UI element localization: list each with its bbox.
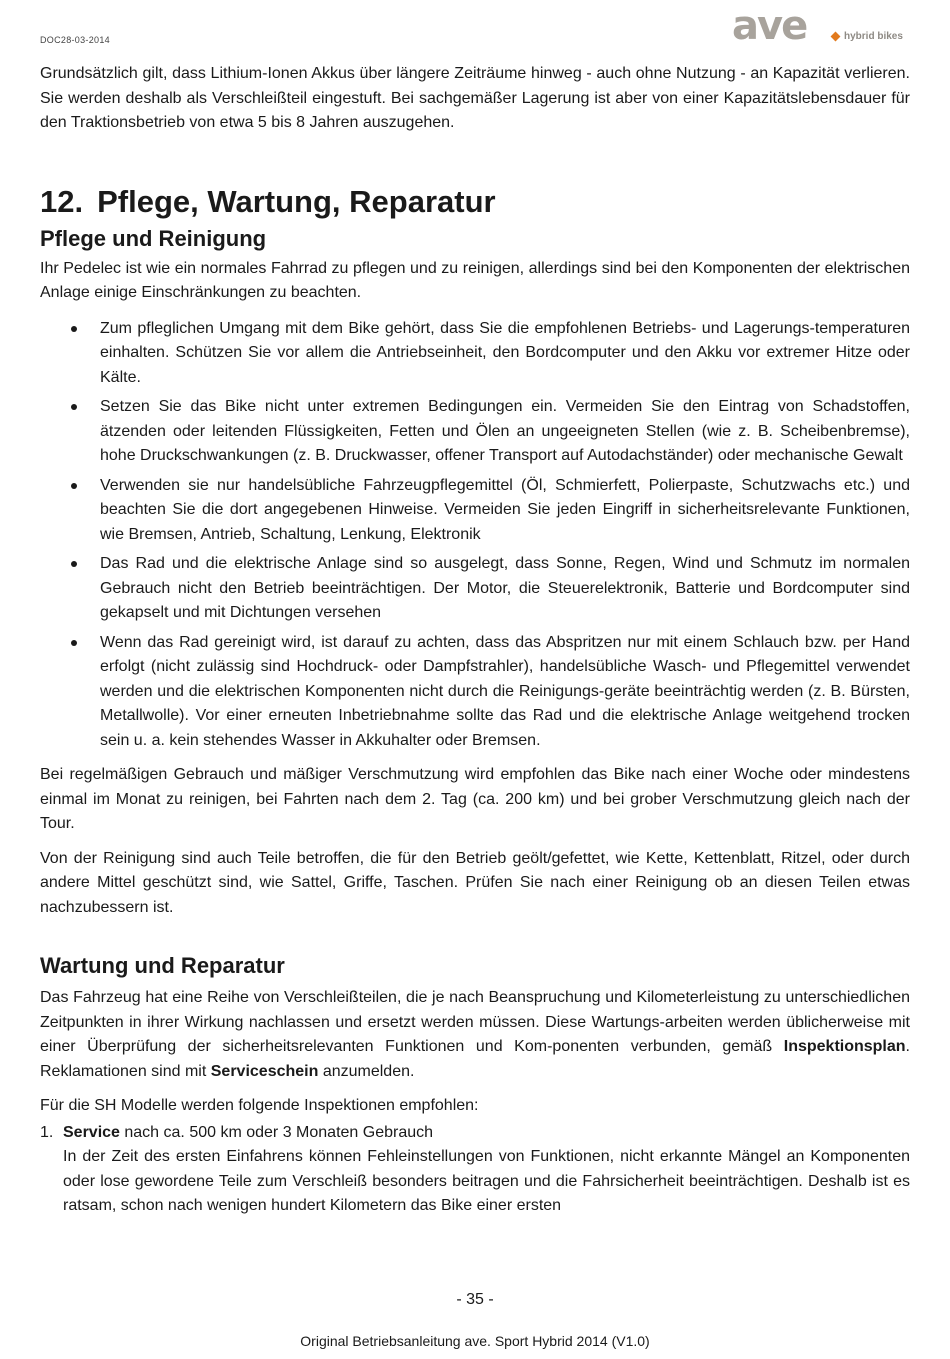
bullet-icon — [71, 404, 77, 410]
service-list-item — [40, 1121, 910, 1219]
service-index: 1. — [40, 1123, 54, 1141]
care-intro-paragraph: Ihr Pedelec ist wie ein normales Fahrrad zu pflegen und zu reinigen, allerdings sind bei den Komponenten der elektrischen Anlage einige Einschränkungen zu beachten. — [40, 259, 910, 301]
maintenance-paragraph: Das Fahrzeug hat eine Reihe von Verschleißteilen, die je nach Beanspruchung und Kilometerleistung zu unterschiedlichen Zeitpunkten in ihrer Wirkung nachlassen und ersetzt werden müssen. Diese Wartungs-arbeiten werden üblicherweise mit einer Überprüfung der sicherheitsrelevanten Funktionen und Kom-ponenten verbunden, gemäß Inspektionsplan. Reklamationen sind mit Serviceschein anzumelden. — [40, 989, 910, 1080]
service-title: Service nach ca. 500 km oder 3 Monaten Gebrauch — [63, 1123, 434, 1141]
list-item: Setzen Sie das Bike nicht unter extremen Bedingungen ein. Vermeiden Sie den Eintrag von Schadstoffen, ätzenden oder leitenden Flüssigkeiten, Fetten und Ölen an ungeeigneten Stellen (wie z. B. Scheibenbremse), hohe Druckschwankungen (z. B. Druckwasser, offener Transport auf Autodachständer) oder mechanische Gewalt — [40, 395, 910, 469]
brand-logo — [732, 3, 912, 49]
list-item: Verwenden sie nur handelsübliche Fahrzeugpflegemittel (Öl, Schmierfett, Polierpaste, Schutzwachs etc.) und beachten Sie die dort angegebenen Hinweise. Vermeiden Sie jeden Eingriff in sicherheitsrelevante Funktionen, wie Bremsen, Antrieb, Schaltung, Lenkung, Elektronik — [40, 474, 910, 548]
logo-accent-dot — [831, 32, 841, 42]
sh-models-intro: Für die SH Modelle werden folgende Inspektionen empfohlen: — [40, 1097, 479, 1114]
inspection-plan-term: Inspektionsplan — [783, 1038, 906, 1055]
bullet-icon — [71, 326, 77, 332]
list-item: Zum pfleglichen Umgang mit dem Bike gehört, dass Sie die empfohlenen Betriebs- und Lagerungs-temperaturen einhalten. Schützen Sie vor allem die Antriebseinheit, den Bordcomputer und den Akku vor extremer Hitze oder Kälte. — [40, 317, 910, 391]
bullet-icon — [71, 483, 77, 489]
battery-intro-paragraph: Grundsätzlich gilt, dass Lithium-Ionen Akkus über längere Zeiträume hinweg - auch ohne Nutzung - an Kapazität verlieren. Sie werden deshalb als Verschleißteil eingestuft. Bei sachgemäßer Lagerung ist aber von einer Kapazitätslebensdauer für den Traktionsbetrieb von etwa 5 bis 8 Jahren auszugehen. — [40, 65, 910, 131]
service-description: In der Zeit des ersten Einfahrens können Fehleinstellungen von Funktionen, nicht erkannte Mängel an Komponenten oder lose gewordene Teile zum Verschleiß besonders beitragen und die Fahrsicherheit beeinträchtigen. Deshalb ist es ratsam, schon nach wenigen hundert Kilometern das Bike einer ersten — [63, 1148, 910, 1214]
list-item: Wenn das Rad gereinigt wird, ist darauf zu achten, dass das Abspritzen nur mit einem Schlauch bzw. per Hand erfolgt (nicht zulässig sind Hochdruck- oder Dampfstrahler), handelsübliche Wasch- und Pflegemittel verwendet werden und die elektrischen Komponenten nicht durch die Reinigungs-geräte beeinträchtig werden (z. B. Bürsten, Metallwolle). Vor einer erneuten Inbetriebnahme sollte das Rad und die elektrische Anlage weitgehend trocken sein u. a. kein stehendes Wasser in Akkuhalter oder Bremsen. — [40, 631, 910, 754]
page-footer: Original Betriebsanleitung ave. Sport Hybrid 2014 (V1.0) — [300, 1333, 650, 1349]
document-id: DOC28-03-2014 — [40, 35, 110, 45]
logo-subtitle: hybrid bikes — [844, 31, 903, 42]
care-heading: Pflege und Reinigung — [40, 225, 267, 251]
section-heading — [40, 184, 910, 220]
section-title: Pflege, Wartung, Reparatur — [97, 183, 496, 219]
care-bullet-list — [40, 317, 910, 754]
page-content — [40, 62, 910, 1219]
list-item: Das Rad und die elektrische Anlage sind so ausgelegt, dass Sonne, Regen, Wind und Schmutz im normalen Gebrauch nicht den Betrieb beeinträchtigen. Der Motor, die Steuerelektronik, Batterie und Bordcomputer sind gekapselt und mit Dichtungen versehen — [40, 552, 910, 626]
section-number: 12. — [40, 183, 84, 219]
logo-wordmark: ave — [732, 3, 807, 49]
cleaning-frequency-paragraph: Bei regelmäßigen Gebrauch und mäßiger Verschmutzung wird empfohlen das Bike nach einer Woche oder mindestens einmal im Monat zu reinigen, bei Fahrten nach dem 2. Tag (ca. 200 km) und bei grober Verschmutzung gleich nach der Tour. — [40, 766, 910, 832]
cleaning-parts-paragraph: Von der Reinigung sind auch Teile betroffen, die für den Betrieb geölt/gefettet, wie Kette, Kettenblatt, Ritzel, oder durch andere Mittel geschützt sind, wie Sattel, Griffe, Taschen. Prüfen Sie nach einer Reinigung ob an diesen Teilen etwas nachzubessern ist. — [40, 849, 910, 916]
maintenance-heading: Wartung und Reparatur — [40, 953, 285, 978]
bullet-icon — [71, 561, 77, 567]
bullet-icon — [71, 640, 77, 646]
page-number: - 35 - — [456, 1291, 494, 1308]
service-voucher-term: Serviceschein — [210, 1062, 319, 1080]
